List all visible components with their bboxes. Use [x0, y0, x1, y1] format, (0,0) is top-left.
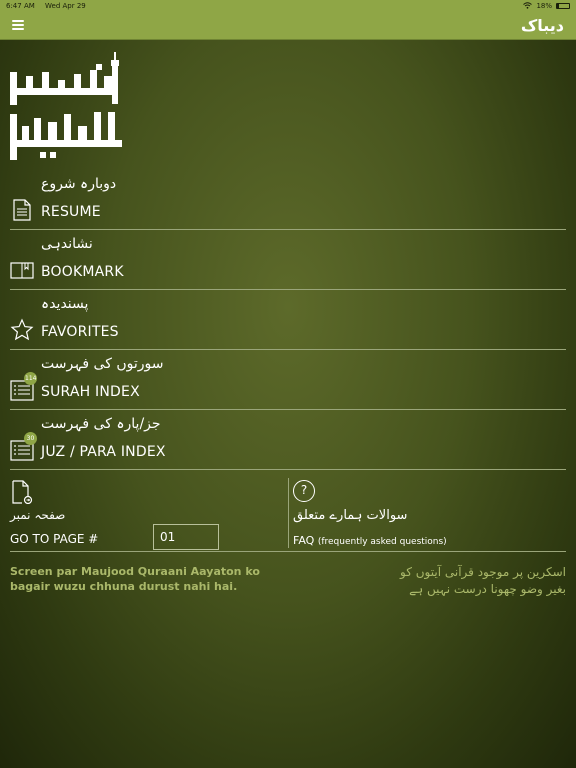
brand-logo: دیباک [520, 16, 564, 35]
wifi-icon [523, 2, 532, 11]
wuzu-notice-english: Screen par Maujood Quraani Aayaton ko bagair wuzu chhuna durust nahi hai. [10, 565, 260, 593]
divider [288, 478, 289, 548]
bookmark-icon [10, 258, 34, 282]
menu-item-label: SURAH INDEX [41, 384, 140, 400]
menu-item-urdu: نشاندہی [41, 236, 93, 252]
battery-icon [556, 3, 570, 9]
count-badge: 30 [24, 432, 37, 445]
count-badge: 114 [24, 372, 37, 385]
faq-urdu[interactable]: سوالات ہمارے متعلق [293, 508, 408, 523]
faq-sub: (frequently asked questions) [317, 537, 447, 547]
star-icon [10, 318, 34, 342]
menu-item-urdu: سورتوں کی فہرست [41, 356, 164, 372]
question-icon[interactable]: ? [293, 480, 315, 502]
bottom-panel [10, 476, 566, 552]
menu-item-label: RESUME [41, 204, 101, 220]
goto-page-icon [10, 480, 34, 504]
menu-icon[interactable] [12, 20, 24, 30]
menu-item-surah-index[interactable] [10, 350, 566, 410]
status-bar [0, 0, 576, 12]
document-icon [10, 198, 34, 222]
goto-page-urdu: صفحہ نمبر [10, 508, 66, 522]
quran-logo [10, 52, 122, 160]
wuzu-notice-urdu [306, 564, 566, 598]
battery-percent: 18% [536, 2, 552, 10]
goto-page-label: GO TO PAGE # [10, 532, 99, 546]
menu-item-label: FAVORITES [41, 324, 119, 340]
menu-item-resume[interactable] [10, 170, 566, 230]
wuzu-notice-urdu-line2: بغیر وضو چھونا درست نہیں ہے [409, 582, 566, 596]
faq-label: FAQ [293, 534, 315, 547]
menu-item-label: BOOKMARK [41, 264, 124, 280]
nav-bar [0, 12, 576, 40]
menu-item-favorites[interactable] [10, 290, 566, 350]
status-time: 6:47 AM [6, 2, 35, 10]
menu-item-urdu: جز/پارہ کی فہرست [41, 416, 161, 432]
menu-item-urdu: پسندیدہ [41, 296, 89, 312]
menu-item-bookmark[interactable] [10, 230, 566, 290]
menu-item-urdu: دوبارہ شروع [41, 176, 117, 192]
page-number-input[interactable] [153, 524, 219, 550]
status-date: Wed Apr 29 [45, 2, 86, 10]
menu-item-label: JUZ / PARA INDEX [41, 444, 166, 460]
wuzu-notice-urdu-line1: اسکرین پر موجود قرآنی آیتوں کو [400, 565, 566, 579]
main-menu [10, 170, 566, 470]
faq-link[interactable] [293, 534, 447, 547]
menu-item-juz-index[interactable] [10, 410, 566, 470]
